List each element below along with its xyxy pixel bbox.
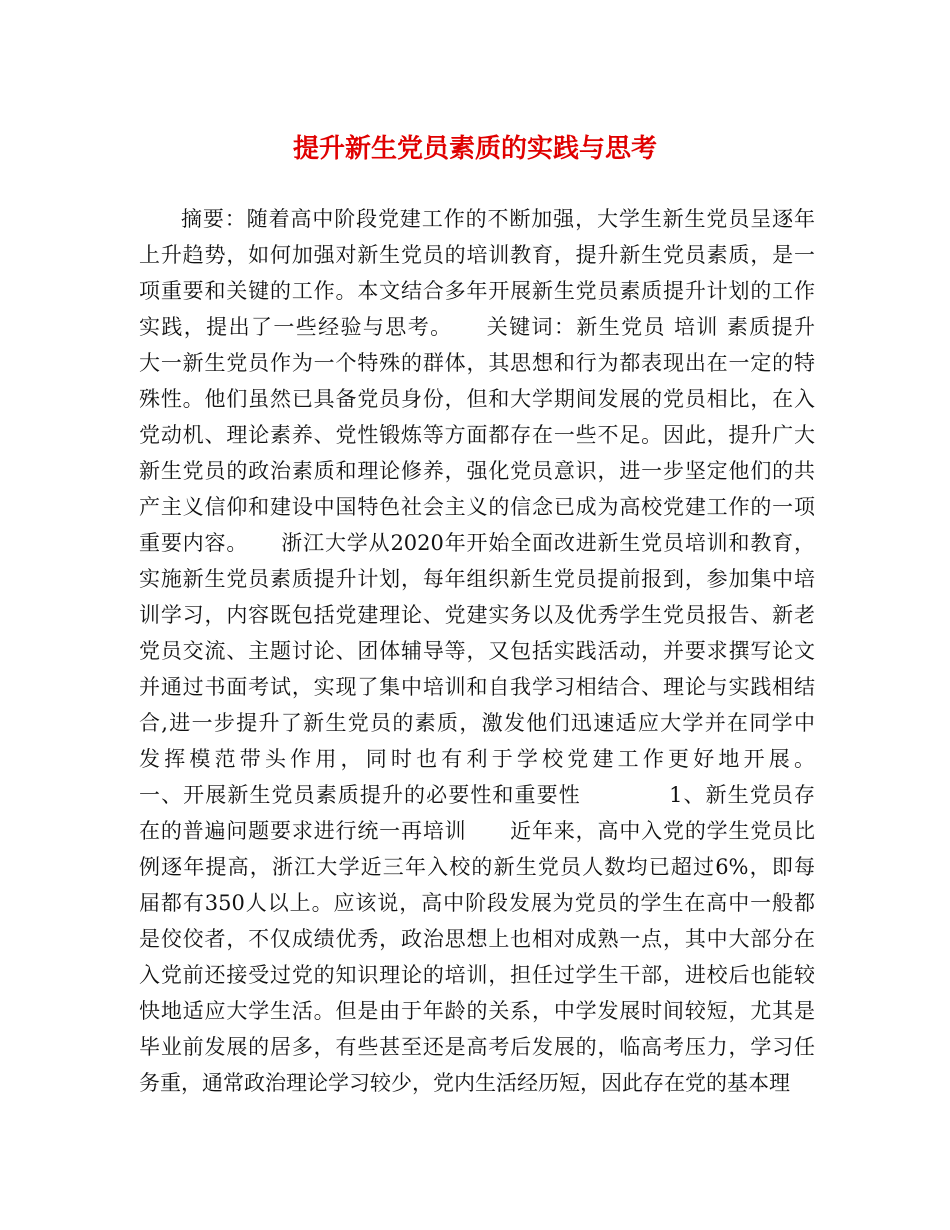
body-line: 例逐年提高，浙江大学近三年入校的新生党员人数均已超过6%，即每: [139, 855, 815, 879]
document-body: [139, 201, 815, 1101]
body-line: 入党前还接受过党的知识理论的培训，担任过学生干部，进校后也能较: [139, 963, 815, 987]
body-line: 摘要：随着高中阶段党建工作的不断加强，大学生新生党员呈逐年: [181, 207, 815, 231]
body-line: 在的普遍问题要求进行统一再培训 近年来，高中入党的学生党员比: [139, 819, 815, 843]
body-line: 并通过书面考试，实现了集中培训和自我学习相结合、理论与实践相结: [139, 675, 815, 699]
body-line: 训学习，内容既包括党建理论、党建实务以及优秀学生党员报告、新老: [139, 603, 815, 627]
body-line: 发挥模范带头作用，同时也有利于学校党建工作更好地开展。: [139, 747, 815, 771]
body-line: 实施新生党员素质提升计划，每年组织新生党员提前报到，参加集中培: [139, 567, 815, 591]
body-line: 合,进一步提升了新生党员的素质，激发他们迅速适应大学并在同学中: [139, 711, 815, 735]
body-line: 党动机、理论素养、党性锻炼等方面都存在一些不足。因此，提升广大: [139, 423, 815, 447]
body-line: 党员交流、主题讨论、团体辅导等，又包括实践活动，并要求撰写论文: [139, 639, 815, 663]
body-line: 毕业前发展的居多，有些甚至还是高考后发展的，临高考压力，学习任: [139, 1035, 815, 1059]
body-line: 快地适应大学生活。但是由于年龄的关系，中学发展时间较短，尤其是: [139, 999, 815, 1023]
body-line: 新生党员的政治素质和理论修养，强化党员意识，进一步坚定他们的共: [139, 459, 815, 483]
body-line: 一、开展新生党员素质提升的必要性和重要性 1、新生党员存: [139, 783, 815, 807]
body-line: 届都有350人以上。应该说，高中阶段发展为党员的学生在高中一般都: [139, 891, 815, 915]
body-line: 是佼佼者，不仅成绩优秀，政治思想上也相对成熟一点，其中大部分在: [139, 927, 815, 951]
body-line: 重要内容。 浙江大学从2020年开始全面改进新生党员培训和教育，: [139, 531, 815, 555]
body-line: 实践，提出了一些经验与思考。 关键词：新生党员 培训 素质提升: [139, 315, 815, 339]
document-title: 提升新生党员素质的实践与思考: [292, 134, 657, 164]
body-line: 上升趋势，如何加强对新生党员的培训教育，提升新生党员素质，是一: [139, 243, 815, 267]
body-line: 产主义信仰和建设中国特色社会主义的信念已成为高校党建工作的一项: [139, 495, 815, 519]
body-line: 大一新生党员作为一个特殊的群体，其思想和行为都表现出在一定的特: [139, 351, 815, 375]
body-line: 项重要和关键的工作。本文结合多年开展新生党员素质提升计划的工作: [139, 279, 815, 303]
body-line: 殊性。他们虽然已具备党员身份，但和大学期间发展的党员相比，在入: [139, 387, 815, 411]
body-line: 务重，通常政治理论学习较少，党内生活经历短，因此存在党的基本理: [139, 1071, 790, 1095]
